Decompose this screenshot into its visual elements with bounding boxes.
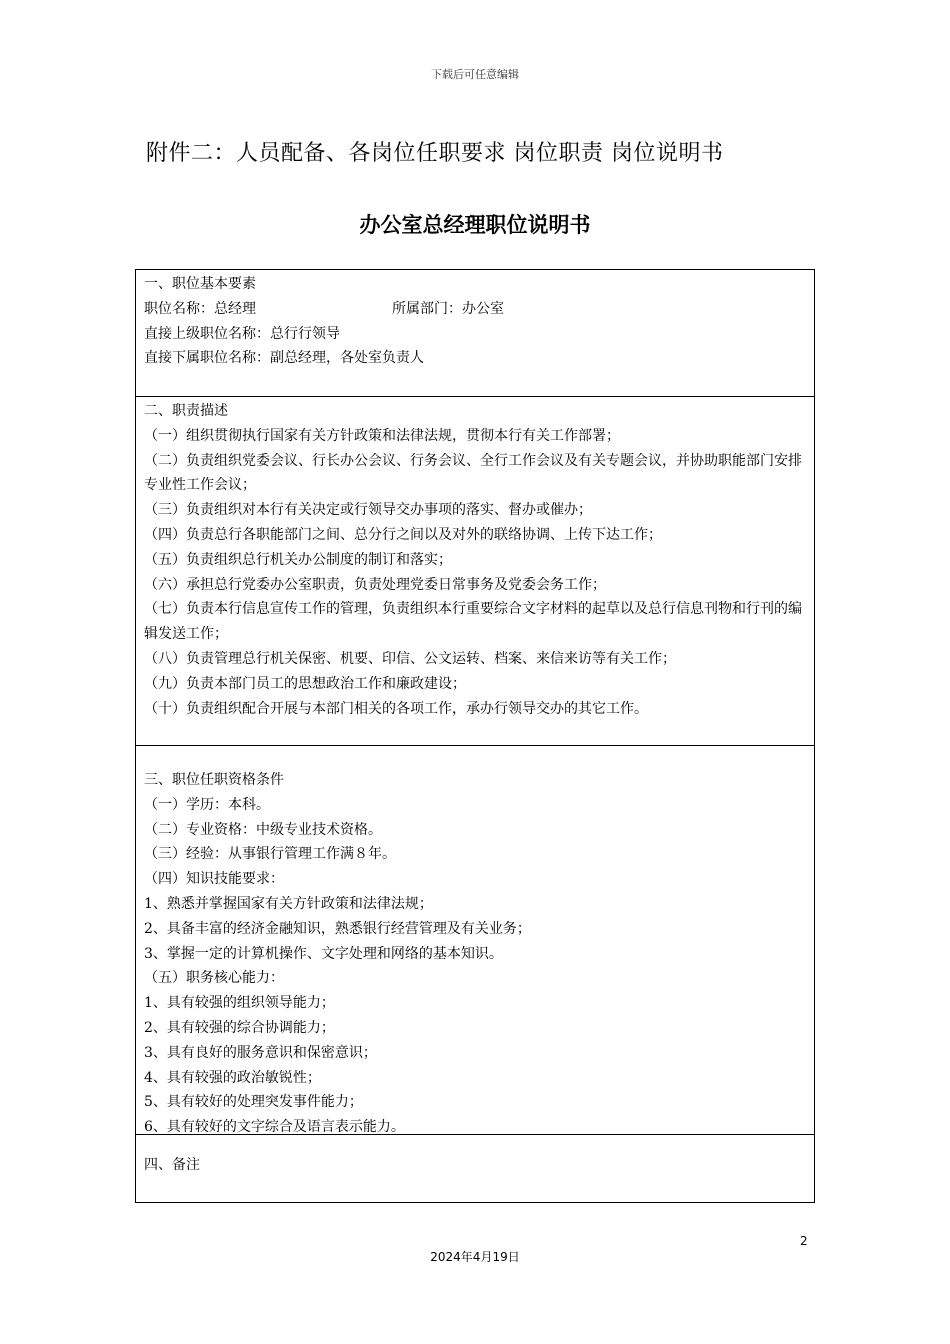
section-duties: [136, 397, 814, 746]
position-name: 职位名称：总经理: [144, 300, 256, 317]
duty-item: （六）承担总行党委办公室职责，负责处理党委日常事务及党委会务工作；: [144, 576, 606, 593]
superior-position: 直接上级职位名称：总行行领导: [144, 325, 340, 342]
department: 所属部门：办公室: [392, 300, 504, 317]
duty-item: （五）负责组织总行机关办公制度的制订和落实；: [144, 551, 452, 568]
position-row: [144, 297, 806, 322]
qualification-item: 1、具有较强的组织领导能力；: [144, 995, 335, 1012]
duty-item: （三）负责组织对本行有关决定或行领导交办事项的落实、督办或催办；: [144, 502, 592, 519]
qualification-item: 3、具有良好的服务意识和保密意识；: [144, 1044, 377, 1061]
section-basic-elements: [136, 270, 814, 397]
qualification-item: （二）专业资格：中级专业技术资格。: [144, 821, 382, 838]
qualification-item: （一）学历：本科。: [144, 796, 270, 813]
job-description-table: [135, 269, 815, 1203]
duty-item: （八）负责管理总行机关保密、机要、印信、公文运转、档案、来信来访等有关工作；: [144, 650, 676, 667]
document-title: 办公室总经理职位说明书: [359, 213, 591, 237]
section-qualifications: [136, 746, 814, 1135]
section-heading: 一、职位基本要素: [144, 276, 256, 292]
duty-item: （九）负责本部门员工的思想政治工作和廉政建设；: [144, 675, 466, 692]
section-heading: 二、职责描述: [144, 403, 228, 419]
section-heading: 三、职位任职资格条件: [144, 772, 284, 788]
section-remarks: [136, 1135, 814, 1202]
document-heading: 附件二：人员配备、各岗位任职要求 岗位职责 岗位说明书: [146, 141, 724, 166]
header-note: 下载后可任意编辑: [431, 68, 519, 81]
duty-item: （二）负责组织党委会议、行长办公会议、行务会议、全行工作会议及有关专题会议，并协助职能部门安排专业性工作会议；: [144, 452, 802, 494]
qualification-item: 1、熟悉并掌握国家有关方针政策和法律法规；: [144, 895, 433, 912]
qualification-item: 5、具有较好的处理突发事件能力；: [144, 1094, 363, 1111]
section-heading: 四、备注: [144, 1157, 200, 1173]
duty-item: （七）负责本行信息宣传工作的管理，负责组织本行重要综合文字材料的起草以及总行信息刊物和行刊的编辑发送工作；: [144, 601, 802, 643]
duty-item: （一）组织贯彻执行国家有关方针政策和法律法规，贯彻本行有关工作部署；: [144, 427, 620, 444]
duty-item: （四）负责总行各职能部门之间、总分行之间以及对外的联络协调、上传下达工作；: [144, 526, 662, 543]
qualification-item: 2、具备丰富的经济金融知识，熟悉银行经营管理及有关业务；: [144, 920, 531, 937]
qualification-item: 6、具有较好的文字综合及语言表示能力。: [144, 1119, 405, 1136]
qualification-item: 3、掌握一定的计算机操作、文字处理和网络的基本知识。: [144, 945, 503, 962]
qualification-item: （四）知识技能要求：: [144, 871, 284, 888]
qualification-item: 4、具有较强的政治敏锐性；: [144, 1069, 321, 1086]
duty-item: （十）负责组织配合开展与本部门相关的各项工作，承办行领导交办的其它工作。: [144, 700, 648, 717]
subordinate-positions: 直接下属职位名称：副总经理，各处室负责人: [144, 350, 424, 367]
qualification-item: 2、具有较强的综合协调能力；: [144, 1019, 335, 1036]
page-number: 2: [800, 1234, 808, 1248]
qualification-item: （三）经验：从事银行管理工作满８年。: [144, 846, 396, 863]
footer-date: 2024年4月19日: [430, 1250, 520, 1264]
qualification-item: （五）职务核心能力：: [144, 970, 284, 987]
